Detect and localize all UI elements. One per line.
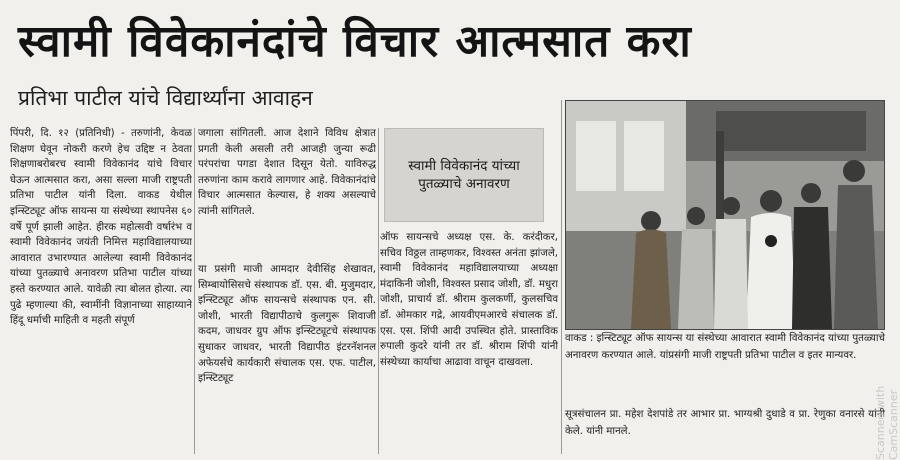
body-text: पिंपरी, दि. १२ (प्रतिनिधी) - तरुणांनी, केवळ शिक्षण घेवून नोकरी करणे हेच उद्दिष्ट न ठेवता शिक्षणाबरोबरच स्वामी विवेकानंद यांचे विचार घेऊन आत्मसात करा, असा सल्ला माजी राष्ट्रपती प्रतिभा पाटील यांनी दिला. वाकड येथील इन्स्टिट्यूट ऑफ सायन्स या संस्थेच्या स्थापनेस ६० वर्षे पूर्ण झाली आहेत. हीरक महोत्सवी वर्षारंभ व स्वामी विवेकानंद जयंती निमित्त महाविद्यालयाच्या आवारात उभारण्यात आलेल्या स्वामी विवेकानंद यांच्या पुतळ्याचे अनावरण प्रतिभा पाटील यांच्या हस्ते करण्यात आले. यावेळी त्या बोलत होत्या. त्या पुढे म्हणाल्या की, स्वामींनी विज्ञानाच्या साहाय्याने हिंदू धर्माची माहिती व महती संपूर्ण	[10, 128, 192, 327]
scanner-watermark: Scanned with CamScanner	[874, 385, 900, 460]
article-column-1	[10, 126, 192, 456]
photo-caption: वाकड : इन्स्टिट्यूट ऑफ सायन्स या संस्थेच्या आवारात स्वामी विवेकानंद यांच्या पुतळ्याचे अनावरण करण्यात आले. यांप्रसंगी माजी राष्ट्रपती प्रतिभा पाटील व इतर मान्यवर.	[565, 333, 885, 361]
subheadline: प्रतिभा पाटील यांचे विद्यार्थ्यांना आवाहन	[18, 86, 313, 110]
photo-illustration	[566, 101, 884, 329]
body-text: जगाला सांगितली. आज देशाने विविध क्षेत्रात प्रगती केली असली तरी आजही जुन्या रूढी परंपरांचा पगडा देशात दिसून येतो. याविरुद्ध तरुणांना काम करावे लागणार आहे. विवेकानंदांचे विचार आत्मसात केल्यास, हे शक्य असल्याचे त्यांनी सांगितले.	[198, 128, 376, 217]
article-column-2-bottom	[198, 262, 376, 456]
article-column-2-top	[198, 126, 376, 256]
headline: स्वामी विवेकानंदांचे विचार आत्मसात करा	[18, 16, 692, 67]
column-divider	[378, 128, 379, 454]
article-column-3	[380, 230, 558, 456]
column-divider	[194, 128, 195, 454]
body-text: या प्रसंगी माजी आमदार देवीसिंह शेखावत, सिम्बायोसिसचे संस्थापक डॉ. एस. बी. मुजुमदार, इन्स्टिट्यूट ऑफ सायन्सचे संस्थापक एन. सी. जोशी, भारती विद्यापीठाचे कुलगुरू शिवाजी कदम, जाधवर ग्रुप ऑफ इन्स्टिट्यूटचे संस्थापक सुधाकर जाधवर, भारती विद्यापीठ इंटरनॅशनल अफेयर्सचे कार्यकारी संचालक एस. एफ. पाटील, इन्स्टिट्यूट	[198, 264, 376, 385]
body-text: ऑफ सायन्सचे अध्यक्ष एस. के. करंदीकर, सचिव विठ्ठल ताम्हणकर, विश्वस्त अनंता झांजले, स्वामी विवेकानंद महाविद्यालयाच्या अध्यक्षा मंदाकिनी जोशी, विश्वस्त प्रसाद जोशी, डॉ. मधुरा जोशी, प्राचार्य डॉ. श्रीराम कुलकर्णी, कुलसचिव डॉ. ओमकार गद्रे, आयवीएमआरचे संचालक डॉ. एस. एस. शिंपी आदी उपस्थित होते. प्रास्ताविक रुपाली कुदरे यांनी तर डॉ. श्रीराम शिंपी यांनी संस्थेच्या कार्याचा आढावा वाचून दाखवला.	[380, 232, 558, 368]
highlight-box-title: स्वामी विवेकानंद यांच्या पुतळ्याचे अनावरण	[408, 158, 520, 192]
news-photo	[565, 100, 885, 330]
column-divider	[561, 100, 562, 454]
article-credits: सूत्रसंचालन प्रा. महेश देशपांडे तर आभार प्रा. भाग्यश्री दुधाडे व प्रा. रेणुका वनारसे यांनी केले. यांनी मानले.	[565, 409, 885, 437]
highlight-box	[384, 128, 544, 222]
